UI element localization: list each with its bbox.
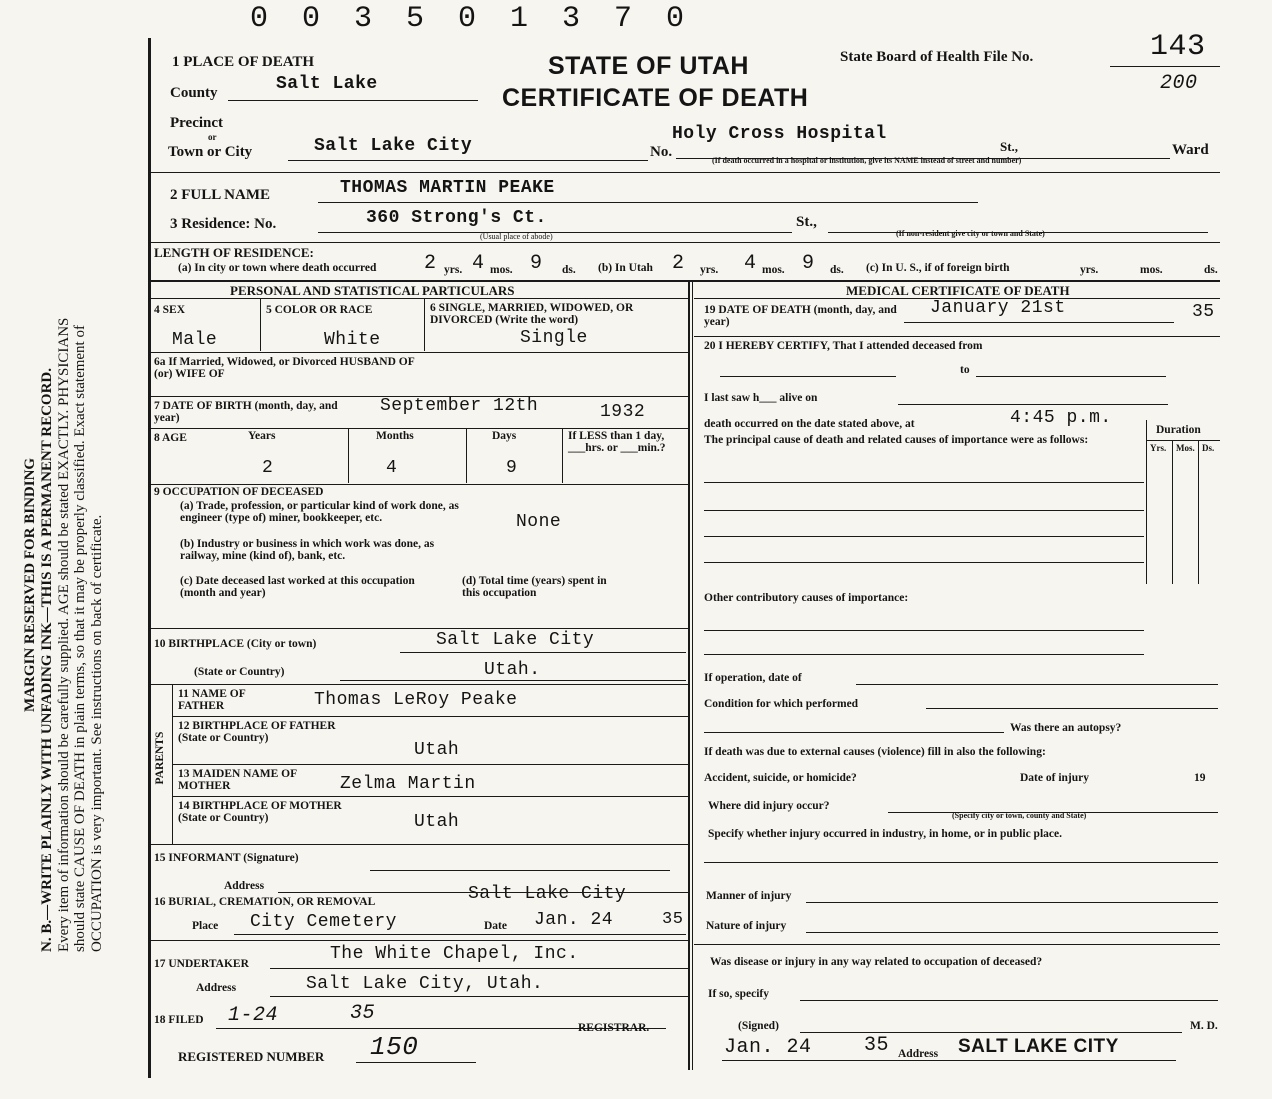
regno-value: 150 (370, 1032, 419, 1062)
age-years: 2 (262, 458, 274, 478)
section-divider (150, 280, 1220, 282)
death-occurred-label: death occurred on the date stated above, at (704, 418, 915, 430)
hospital-value: Holy Cross Hospital (672, 124, 887, 144)
hospital-note: (If death occurred in a hospital or institution, give its NAME instead of street and number) (712, 156, 1022, 165)
duration-mos: Mos. (1176, 443, 1195, 453)
occupation-c: (c) Date deceased last worked at this occupation (month and year) (180, 575, 415, 600)
signed-label: (Signed) (738, 1020, 779, 1032)
row-line-4 (150, 484, 688, 485)
town-line (288, 160, 648, 161)
contrib-line-2 (704, 654, 1144, 655)
row-line-8 (150, 940, 688, 941)
undertaker-address-line (270, 996, 688, 997)
mother-line (172, 796, 688, 797)
father-label: 11 NAME OF FATHER (178, 688, 246, 713)
sex-divider (260, 299, 261, 351)
age-label: 8 AGE (154, 432, 187, 444)
burial-date-label: Date (484, 920, 507, 932)
length-b-yrs: 2 (672, 252, 685, 275)
cause-line-3 (704, 536, 1144, 537)
age-days: 9 (506, 458, 518, 478)
length-yrs-c: yrs. (1080, 264, 1099, 276)
length-a-label: (a) In city or town where death occurred (178, 262, 377, 274)
length-a-ds: 9 (530, 252, 543, 275)
burial-line (234, 934, 686, 935)
dob-label: 7 DATE OF BIRTH (month, day, and year) (154, 400, 338, 425)
manner-label: Manner of injury (706, 890, 792, 902)
length-c-label: (c) In U. S., if of foreign birth (866, 262, 1010, 274)
margin-binding: MARGIN RESERVED FOR BINDING (22, 457, 38, 712)
informant-city: Salt Lake City (468, 884, 627, 904)
undertaker-value: The White Chapel, Inc. (330, 944, 579, 964)
where-label: Where did injury occur? (708, 800, 830, 812)
precinct-label: Precinct (170, 115, 224, 131)
father-line (172, 716, 688, 717)
state-line (340, 680, 686, 681)
sex-value: Male (172, 330, 218, 350)
title-state: STATE OF UTAH (548, 52, 749, 80)
regno-label: REGISTERED NUMBER (178, 1049, 325, 1064)
duration-yrs: Yrs. (1150, 443, 1167, 453)
contrib-line-1 (704, 630, 1144, 631)
length-heading: LENGTH OF RESIDENCE: (154, 245, 314, 260)
age-divider-3 (562, 429, 563, 483)
file-number: 143 (1150, 30, 1206, 64)
filed-year: 35 (350, 1002, 376, 1025)
margin-line-5: OCCUPATION is very important. See instructions on back of certificate. (89, 514, 106, 952)
length-a-mos: 4 (472, 252, 485, 275)
certify-label: 20 I HEREBY CERTIFY, That I attended deceased from (704, 340, 983, 352)
row-line-5 (150, 628, 688, 629)
duration-div-2 (1198, 440, 1199, 584)
length-mos-c: mos. (1140, 264, 1163, 276)
length-ds-a: ds. (562, 264, 576, 276)
occupation-a: (a) Trade, profession, or particular kind of work done, as engineer (type of) miner, bookkeeper, etc. (180, 500, 459, 525)
margin-instructions (22, 32, 106, 1072)
where-note: (Specify city or town, county and State) (952, 811, 1087, 820)
occupation-b: (b) Industry or business in which work was done, as railway, mine (kind of), bank, etc. (180, 538, 435, 563)
title-certificate: CERTIFICATE OF DEATH (502, 84, 809, 112)
certify-from-line (720, 376, 896, 377)
sign-line (722, 1060, 1176, 1061)
full-name-label: 2 FULL NAME (170, 187, 271, 203)
marital-value: Single (520, 328, 588, 348)
filed-value: 1-24 (228, 1004, 279, 1027)
specify-label: Specify whether injury occurred in industry, in home, or in public place. (708, 828, 1062, 840)
dod-value: January 21st (930, 298, 1066, 318)
ward-label: Ward (1172, 142, 1209, 158)
operation-line (856, 684, 1218, 685)
father-bp-label: 12 BIRTHPLACE OF FATHER (State or Country) (178, 720, 336, 745)
residence-divider (150, 242, 1220, 243)
burial-date: Jan. 24 (534, 910, 614, 930)
sign-address: SALT LAKE CITY (958, 1036, 1119, 1057)
no-label: No. (650, 144, 673, 160)
cause-line-2 (704, 510, 1144, 511)
state-value: Utah. (484, 660, 541, 680)
sign-year: 35 (864, 1034, 890, 1057)
certify-to: to (960, 364, 970, 376)
undertaker-line (270, 968, 688, 969)
sign-date: Jan. 24 (724, 1036, 812, 1059)
serial-number: 0 0 3 5 0 1 3 7 0 (250, 2, 693, 36)
informant-address-label: Address (224, 880, 265, 892)
form-left-border (148, 38, 151, 1078)
undertaker-label: 17 UNDERTAKER (154, 958, 249, 970)
burial-place: City Cemetery (250, 912, 397, 932)
burial-place-label: Place (192, 920, 219, 932)
usual-note: (Usual place of abode) (480, 232, 553, 241)
birthplace-label: 10 BIRTHPLACE (City or town) (154, 638, 317, 650)
residence-line (318, 232, 792, 233)
alive-line (898, 404, 1168, 405)
informant-line (370, 870, 670, 871)
occupation-heading: 9 OCCUPATION OF DECEASED (154, 486, 324, 498)
length-b-mos: 4 (744, 252, 757, 275)
external-label: If death was due to external causes (violence) fill in also the following: (704, 746, 1046, 758)
dod-year: 35 (1192, 302, 1215, 322)
birthplace-line (400, 652, 686, 653)
father-bp-line (172, 764, 688, 765)
age-months: 4 (386, 458, 398, 478)
race-divider (424, 299, 425, 351)
personal-heading-line (150, 298, 688, 299)
dod-label: 19 DATE OF DEATH (month, day, and year) (704, 304, 897, 329)
informant-label: 15 INFORMANT (Signature) (154, 852, 299, 864)
personal-heading: PERSONAL AND STATISTICAL PARTICULARS (230, 283, 515, 298)
injury-year-prefix: 19 (1194, 772, 1206, 784)
informant-address-line (278, 892, 688, 893)
if-so-label: If so, specify (708, 988, 770, 1000)
cause-line-4 (704, 562, 1144, 563)
file-line (1110, 66, 1220, 67)
county-line (228, 100, 478, 101)
nature-line (806, 932, 1218, 933)
autopsy-label: Was there an autopsy? (1010, 722, 1122, 734)
length-b-label: (b) In Utah (598, 262, 653, 274)
years-label: Years (248, 430, 276, 442)
dod-divider (694, 336, 1220, 337)
mother-bp-value: Utah (414, 812, 460, 832)
or-label: or (208, 132, 217, 142)
md-label: M. D. (1190, 1020, 1218, 1032)
burial-year: 35 (662, 910, 684, 929)
race-label: 5 COLOR OR RACE (266, 304, 373, 316)
medical-heading: MEDICAL CERTIFICATE OF DEATH (846, 283, 1070, 298)
dob-value: September 12th (380, 396, 539, 416)
dob-year: 1932 (600, 402, 646, 422)
birthplace-value: Salt Lake City (436, 630, 595, 650)
race-value: White (324, 330, 381, 350)
duration-div-1 (1172, 440, 1173, 584)
nonres-note: (If non-resident give city or town and State) (896, 229, 1045, 238)
contrib-label: Other contributory causes of importance: (704, 592, 909, 604)
header-divider (150, 172, 1220, 173)
marital-label: 6 SINGLE, MARRIED, WIDOWED, OR DIVORCED (Write the word) (430, 302, 634, 327)
burial-label: 16 BURIAL, CREMATION, OR REMOVAL (154, 896, 376, 908)
margin-line-4: should state CAUSE OF DEATH in plain terms, so that it may be properly classified. Exact statement of (72, 325, 89, 952)
less-label: If LESS than 1 day, ___hrs. or ___min.? (568, 430, 666, 455)
sex-label: 4 SEX (154, 304, 185, 316)
mother-label: 13 MAIDEN NAME OF MOTHER (178, 768, 297, 793)
duration-left (1146, 420, 1147, 584)
file-label: State Board of Health File No. (840, 49, 1034, 65)
undertaker-address: Salt Lake City, Utah. (306, 974, 544, 994)
injury-date-label: Date of injury (1020, 772, 1089, 784)
duration-ds: Ds. (1202, 443, 1215, 453)
father-bp-value: Utah (414, 740, 460, 760)
father-value: Thomas LeRoy Peake (314, 690, 518, 710)
county-label: County (170, 85, 218, 101)
mother-bp-label: 14 BIRTHPLACE OF MOTHER (State or Country) (178, 800, 342, 825)
name-line (318, 202, 978, 203)
age-divider-2 (466, 429, 467, 483)
length-a-yrs: 2 (424, 252, 437, 275)
condition-label: Condition for which performed (704, 698, 859, 710)
accident-label: Accident, suicide, or homicide? (704, 772, 857, 784)
margin-line-3: Every item of information should be carefully supplied. AGE should be stated EXACTLY. PHYSICIANS (55, 317, 72, 952)
mother-value: Zelma Martin (340, 774, 476, 794)
residence-value: 360 Strong's Ct. (366, 208, 547, 228)
medical-divider (694, 944, 1220, 945)
parents-label: PARENTS (153, 731, 166, 785)
occupation-value: None (516, 512, 562, 532)
undertaker-address-label: Address (196, 982, 237, 994)
registrar-label: REGISTRAR. (578, 1022, 650, 1034)
row-line-3 (150, 428, 688, 429)
margin-line-2: N. B.—WRITE PLAINLY WITH UNFADING INK—THIS IS A PERMANENT RECORD. (38, 368, 55, 952)
certify-to-line (976, 376, 1166, 377)
duration-line (1146, 440, 1220, 441)
sign-address-label: Address (898, 1048, 939, 1060)
row-line-6 (150, 684, 688, 685)
town-label: Town or City (168, 144, 253, 160)
length-b-ds: 9 (802, 252, 815, 275)
autopsy-line (704, 732, 1004, 733)
length-mos-b: mos. (762, 264, 785, 276)
state-label: (State or Country) (194, 666, 285, 678)
column-divider (688, 280, 690, 1070)
town-value: Salt Lake City (314, 136, 473, 156)
county-value: Salt Lake (276, 74, 378, 94)
alive-label: I last saw h___ alive on (704, 392, 818, 404)
if-so-line (800, 1000, 1218, 1001)
length-yrs-a: yrs. (444, 264, 463, 276)
full-name-value: THOMAS MARTIN PEAKE (340, 178, 555, 198)
spouse-label: 6a If Married, Widowed, or Divorced HUSBAND OF (or) WIFE OF (154, 356, 415, 381)
regno-line (356, 1062, 476, 1063)
duration-label: Duration (1156, 424, 1201, 436)
operation-label: If operation, date of (704, 672, 802, 684)
row-line-1 (150, 352, 688, 353)
length-ds-b: ds. (830, 264, 844, 276)
place-heading: 1 PLACE OF DEATH (172, 54, 315, 70)
occ-related-label: Was disease or injury in any way related to occupation of deceased? (710, 956, 1043, 968)
death-time: 4:45 p.m. (1010, 408, 1112, 428)
residence-st: St., (796, 214, 817, 230)
condition-line (926, 708, 1218, 709)
days-label: Days (492, 430, 517, 442)
specify-line (704, 862, 1218, 863)
months-label: Months (376, 430, 414, 442)
nature-label: Nature of injury (706, 920, 787, 932)
length-mos-a: mos. (490, 264, 513, 276)
principal-label: The principal cause of death and related causes of importance were as follows: (704, 434, 1089, 446)
length-yrs-b: yrs. (700, 264, 719, 276)
file-sub: 200 (1160, 72, 1198, 95)
residence-label: 3 Residence: No. (170, 216, 277, 232)
column-divider-inner (692, 280, 693, 1070)
manner-line (806, 902, 1218, 903)
cause-line-1 (704, 482, 1144, 483)
st-label: St., (1000, 139, 1019, 154)
signed-line (800, 1032, 1182, 1033)
dod-line (904, 322, 1174, 323)
length-ds-c: ds. (1204, 264, 1218, 276)
occupation-d: (d) Total time (years) spent in this occupation (462, 575, 607, 600)
filed-label: 18 FILED (154, 1014, 204, 1026)
row-line-7 (150, 844, 688, 845)
age-divider-1 (348, 429, 349, 483)
